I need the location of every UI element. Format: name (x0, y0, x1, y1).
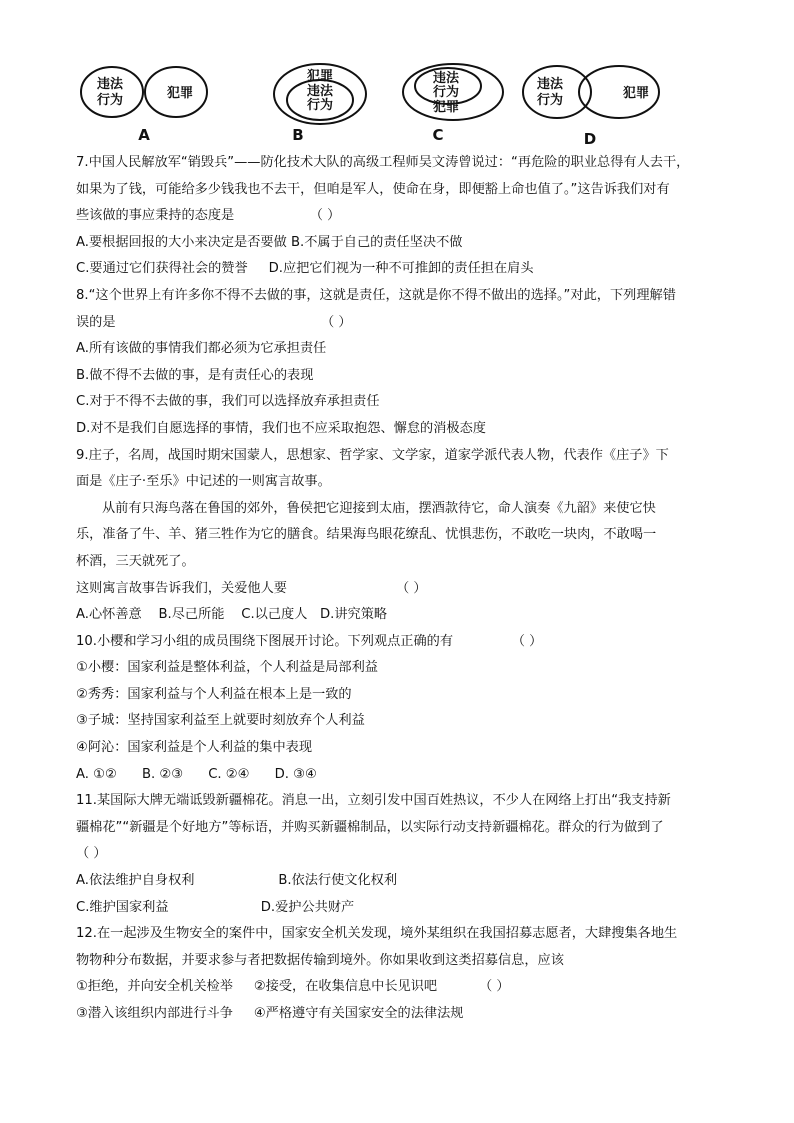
diagram-a-right-text: 犯罪 (166, 86, 194, 101)
question-8-option-d: D.对不是我们自愿选择的事情，我们也不应采取抱怨、懈怠的消极态度 (76, 420, 486, 436)
venn-diagram-options (70, 62, 710, 146)
diagram-d-left-text-2: 行为 (536, 93, 564, 108)
question-8-option-a: A.所有该做的事情我们都必须为它承担责任 (76, 341, 327, 357)
diagram-c-inner-text-1: 违法 (432, 71, 460, 86)
question-12-choice-12: ①拒绝，并向安全机关检举 ②接受，在收集信息中长见识吧 （ ） (76, 979, 510, 995)
question-12-choice-34: ③潜入该组织内部进行斗争 ④严格遵守有关国家安全的法律法规 (76, 1006, 464, 1021)
question-10-options: A. ①② B. ②③ C. ②④ D. ③④ (76, 766, 317, 782)
diagram-b-inner-text-1: 违法 (306, 84, 334, 99)
question-12-line-2: 物物种分布数据，并要求参与者把数据传输到境外。你如果收到这类招募信息，应该 (76, 952, 564, 968)
question-8-line-2: 误的是 （ ） (76, 314, 352, 330)
diagram-a-left-text-2: 行为 (96, 93, 124, 108)
question-11-line-1: 11.某国际大牌无端诋毁新疆棉花。消息一出，立刻引发中国百姓热议，不少人在网络上打出“我支持新 (76, 793, 671, 809)
diagram-d-left-circle (523, 66, 591, 118)
diagram-a-letter: A (138, 126, 150, 144)
question-9-story-line-1: 从前有只海鸟落在鲁国的郊外，鲁侯把它迎接到太庙，摆酒款待它，命人演奏《九韶》来使它快 (102, 500, 656, 516)
question-9-line-1: 9.庄子，名周，战国时期宋国蒙人，思想家、哲学家、文学家，道家学派代表人物，代表作《庄子》下 (76, 447, 669, 463)
diagram-b-letter: B (292, 126, 304, 144)
diagram-d-left-text-1: 违法 (536, 77, 564, 92)
question-10-view-2: ②秀秀：国家利益与个人利益在根本上是一致的 (76, 686, 352, 702)
question-11-line-3: （ ） (76, 846, 107, 862)
venn-diagrams-svg (70, 62, 710, 146)
question-11-option-ab: A.依法维护自身权利 B.依法行使文化权利 (76, 873, 398, 889)
question-8-option-b: B.做不得不去做的事，是有责任心的表现 (76, 367, 314, 383)
question-9-prompt: 这则寓言故事告诉我们，关爱他人要 （ ） (76, 580, 427, 596)
question-8-line-1: 8.“这个世界上有许多你不得不去做的事，这就是责任，这就是你不得不做出的选择。”对此，下列理解错 (76, 287, 676, 303)
question-7-line-1: 7.中国人民解放军“销毁兵”——防化技术大队的高级工程师吴文涛曾说过：“再危险的职业总得有人去干， (76, 155, 690, 170)
question-9-story-line-3: 杯酒，三天就死了。 (76, 553, 195, 569)
question-7-option-cd: C.要通过它们获得社会的赞誉 D.应把它们视为一种不可推卸的责任担在肩头 (76, 261, 534, 277)
question-10-view-3: ③子城：坚持国家利益至上就要时刻放弃个人利益 (76, 713, 365, 729)
question-10-view-1: ①小樱：国家利益是整体利益，个人利益是局部利益 (76, 660, 378, 676)
question-9-options: A.心怀善意 B.尽己所能 C.以己度人 D.讲究策略 (76, 607, 388, 623)
question-7-line-2: 如果为了钱，可能给多少钱我也不去干，但咱是军人，使命在身，即便豁上命也值了。”这告诉我们对有 (76, 181, 670, 197)
diagram-d-letter: D (583, 130, 597, 146)
question-7-line-3: 些该做的事应秉持的态度是 （ ） (76, 208, 341, 224)
question-text-block (76, 150, 726, 1028)
question-11-line-2: 疆棉花”“新疆是个好地方”等标语，并购买新疆棉制品，以实际行动支持新疆棉花。群众的行为做到了 (76, 819, 664, 835)
diagram-c-outer-text: 犯罪 (432, 100, 460, 115)
diagram-c-inner-text-2: 行为 (432, 85, 460, 100)
diagram-a-left-text-1: 违法 (96, 77, 124, 92)
diagram-c-letter: C (432, 126, 444, 144)
diagram-b-inner-text-2: 行为 (306, 98, 334, 113)
diagram-b-outer-text: 犯罪 (306, 69, 334, 84)
question-9-line-2: 面是《庄子·至乐》中记述的一则寓言故事。 (76, 474, 331, 490)
question-8-option-c: C.对于不得不去做的事，我们可以选择放弃承担责任 (76, 394, 380, 410)
diagram-d-right-text: 犯罪 (622, 86, 650, 101)
question-10-view-4: ④阿沁：国家利益是个人利益的集中表现 (76, 740, 313, 756)
question-7-option-ab: A.要根据回报的大小来决定是否要做 B.不属于自己的责任坚决不做 (76, 234, 463, 250)
question-9-story-line-2: 乐，准备了牛、羊、猪三牲作为它的膳食。结果海鸟眼花缭乱、忧惧悲伤，不敢吃一块肉，不敢喝一 (76, 527, 657, 543)
question-11-option-cd: C.维护国家利益 D.爱护公共财产 (76, 899, 355, 915)
question-12-line-1: 12.在一起涉及生物安全的案件中，国家安全机关发现，境外某组织在我国招募志愿者，大肆搜集各地生 (76, 926, 678, 942)
diagram-a-left-circle (81, 67, 143, 117)
question-10-line-1: 10.小樱和学习小组的成员围绕下图展开讨论。下列观点正确的有 （ ） (76, 633, 543, 649)
